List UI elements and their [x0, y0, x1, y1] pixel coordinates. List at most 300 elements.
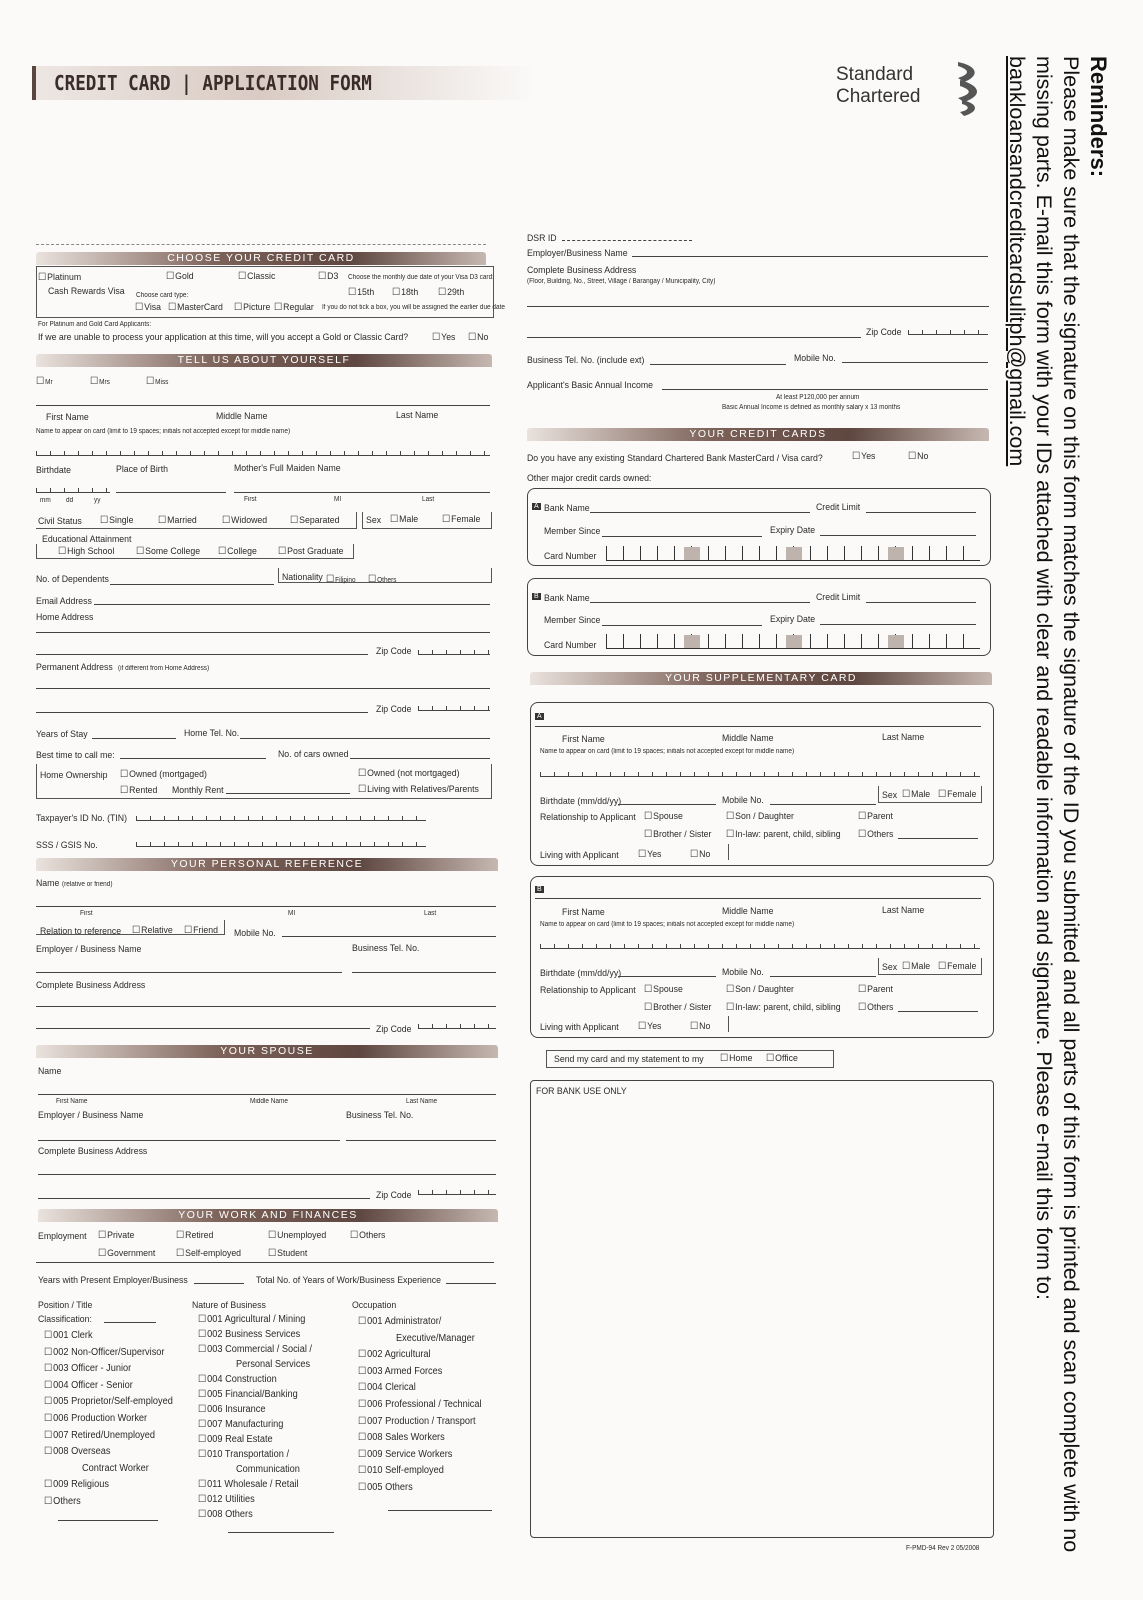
send-office-checkbox[interactable]: ☐ Office: [766, 1053, 798, 1064]
retired-checkbox[interactable]: ☐ Retired: [176, 1230, 213, 1241]
ref-employer-field[interactable]: [36, 972, 342, 973]
position-others-field[interactable]: [58, 1520, 158, 1521]
card-a-limit-field[interactable]: [866, 512, 976, 513]
pob-label: Place of Birth: [116, 464, 168, 475]
picture-checkbox[interactable]: ☐ Picture: [234, 302, 270, 313]
selfemp-checkbox[interactable]: ☐ Self-employed: [176, 1248, 241, 1259]
ownership-label: Home Ownership: [40, 770, 108, 781]
occupation-item-5[interactable]: ☐ 006 Professional / Technical: [358, 1399, 482, 1410]
form-title: CREDIT CARD | APPLICATION FORM: [54, 71, 372, 95]
supp-a-middle-label: Middle Name: [722, 733, 774, 744]
supp-b-brother-checkbox[interactable]: ☐ Brother / Sister: [644, 1002, 711, 1013]
other-cards-label: Other major credit cards owned:: [527, 473, 652, 484]
supp-a-others-checkbox[interactable]: ☐ Others: [858, 829, 893, 840]
d3-checkbox[interactable]: ☐ D3: [318, 271, 338, 282]
birthdate-label: Birthdate: [36, 465, 71, 476]
supp-a-mobile-label: Mobile No.: [722, 795, 764, 806]
government-checkbox[interactable]: ☐ Government: [98, 1248, 155, 1259]
rent-label: Monthly Rent: [172, 785, 224, 796]
card-b-bank-field[interactable]: [590, 602, 810, 603]
card-b-number-label: Card Number: [544, 640, 597, 651]
sc-checkbox[interactable]: ☐ Some College: [136, 546, 200, 557]
supp-a-mobile-field[interactable]: [770, 804, 876, 805]
regular-checkbox[interactable]: ☐ Regular: [274, 302, 314, 313]
card-a-shade-1: [684, 547, 700, 560]
d29-checkbox[interactable]: ☐ 29th: [438, 287, 464, 298]
spouse-biztel-field[interactable]: [346, 1140, 496, 1141]
supp-b-nameoncard-note: Name to appear on card (limit to 19 spaces; initials not accepted except for middle name): [540, 921, 795, 928]
income-note1: At least P120,000 per annum: [776, 394, 860, 401]
supp-a-male-checkbox[interactable]: ☐ Male: [902, 789, 930, 800]
ref-name-label: Name: [36, 878, 60, 889]
logo-line1: Standard: [836, 64, 914, 85]
ref-zip-label: Zip Code: [376, 1024, 412, 1035]
section-choose-card: CHOOSE YOUR CREDIT CARD: [36, 252, 486, 265]
spouse-last-label: Last Name: [406, 1098, 438, 1105]
supp-b-name-field[interactable]: [535, 898, 981, 899]
card-a-since-field[interactable]: [602, 536, 762, 537]
card-a-since-label: Member Since: [544, 526, 601, 537]
married-checkbox[interactable]: ☐ Married: [158, 515, 197, 526]
supp-b-birthdate-field[interactable]: [618, 976, 716, 977]
occupation-item-3[interactable]: ☐ 003 Armed Forces: [358, 1366, 442, 1377]
unemployed-checkbox[interactable]: ☐ Unemployed: [268, 1230, 326, 1241]
supp-a-sex-label: Sex: [882, 790, 898, 801]
perm-note: (if different from Home Address): [118, 665, 210, 672]
bank-use-box: [530, 1080, 994, 1538]
dsr-field[interactable]: [562, 240, 692, 241]
card-b-bank-label: Bank Name: [544, 593, 590, 604]
occupation-item-6[interactable]: ☐ 007 Production / Transport: [358, 1416, 476, 1427]
besttime-label: Best time to call me:: [36, 750, 115, 761]
supp-a-name-field[interactable]: [535, 726, 981, 727]
nameoncard-field[interactable]: [36, 445, 490, 456]
spouse-first-label: First Name: [56, 1098, 88, 1105]
relative-checkbox[interactable]: ☐ Relative: [132, 925, 173, 936]
section-supplementary: YOUR SUPPLEMENTARY CARD: [530, 672, 992, 685]
emp-mobile-label: Mobile No.: [794, 353, 836, 364]
card-b-since-field[interactable]: [602, 625, 762, 626]
spouse-zip-label: Zip Code: [376, 1190, 412, 1201]
position-item-5[interactable]: ☐ 006 Production Worker: [44, 1413, 147, 1424]
reminders-email[interactable]: bankloansandcreditcardsulitph@gmail.com: [1005, 56, 1029, 467]
civil-label: Civil Status: [38, 516, 82, 527]
occupation-item-9[interactable]: ☐ 010 Self-employed: [358, 1465, 444, 1476]
supp-b-mobile-field[interactable]: [770, 976, 876, 977]
years-field[interactable]: [92, 738, 176, 739]
nature-item-5[interactable]: ☐ 005 Financial/Banking: [198, 1389, 298, 1400]
ref-mobile-label: Mobile No.: [234, 928, 276, 939]
emp-name-label: Employer/Business Name: [527, 248, 628, 259]
supp-b-living-label: Living with Applicant: [540, 1022, 619, 1033]
d3-note: Choose the monthly due date of your Visa D3 card:: [348, 274, 494, 281]
owned-nm-checkbox[interactable]: ☐ Owned (not mortgaged): [358, 768, 459, 779]
supp-a-parent-checkbox[interactable]: ☐ Parent: [858, 811, 893, 822]
perm-field-1[interactable]: [36, 688, 490, 689]
card-a-bank-label: Bank Name: [544, 503, 590, 514]
supp-a-nameoncard-note: Name to appear on card (limit to 19 spaces; initials not accepted except for middle name): [540, 748, 795, 755]
emp-biztel-field[interactable]: [650, 364, 786, 365]
logo-line2: Chartered: [836, 86, 921, 107]
living-checkbox[interactable]: ☐ Living with Relatives/Parents: [358, 784, 479, 795]
card-b-limit-label: Credit Limit: [816, 592, 861, 603]
ref-name-field[interactable]: [36, 906, 496, 907]
d3-note2: If you do not tick a box, you will be assigned the earlier due date: [322, 304, 505, 311]
ref-last-label: Last: [424, 910, 437, 917]
nationality-label: Nationality: [282, 572, 323, 583]
emp-addr-field-2[interactable]: [527, 337, 861, 338]
section-credit-cards: YOUR CREDIT CARDS: [527, 428, 989, 441]
section-work: YOUR WORK AND FINANCES: [38, 1209, 498, 1222]
home-label: Home Address: [36, 612, 94, 623]
emp-name-field[interactable]: [632, 256, 988, 257]
supp-a-birthdate-field[interactable]: [618, 804, 716, 805]
accept-question: If we are unable to process your application at this time, will you accept a Gold or Classic Card?: [38, 332, 409, 343]
nature-item-4[interactable]: ☐ 004 Construction: [198, 1374, 277, 1385]
supp-a-rel-label: Relationship to Applicant: [540, 812, 636, 823]
supp-b-last-label: Last Name: [882, 905, 925, 916]
accept-yes-checkbox[interactable]: ☐ Yes: [432, 332, 455, 343]
position-heading: Position / Title: [38, 1300, 93, 1311]
nature-item-13[interactable]: ☐ 008 Others: [198, 1509, 253, 1520]
work-total-field[interactable]: [446, 1283, 496, 1284]
employment-divider: [36, 1262, 494, 1263]
cardtype-label: Choose card type:: [136, 292, 189, 299]
occ-others-field[interactable]: [388, 1510, 492, 1511]
edu-label: Educational Attainment: [42, 534, 132, 545]
perm-zip-label: Zip Code: [376, 704, 412, 715]
card-b-since-label: Member Since: [544, 615, 601, 626]
mr-checkbox[interactable]: ☐ Mr: [36, 376, 53, 387]
dependents-label: No. of Dependents: [36, 574, 109, 585]
emp-biztel-label: Business Tel. No. (include ext): [527, 355, 645, 366]
nature-item-9[interactable]: ☐ 010 Transportation /: [198, 1449, 289, 1460]
accept-no-checkbox[interactable]: ☐ No: [468, 332, 488, 343]
reminders-body: Please make sure that the signature on this form matches the signature of the ID you submitted and all parts of this form is printed and scan complete with no missing parts. E-mail this form with your IDs attached with clear and readable information and signature. Please e-mail this form to:: [1032, 56, 1083, 1553]
supp-b-middle-label: Middle Name: [722, 906, 774, 917]
position-heading2: Classification:: [38, 1314, 92, 1325]
maiden-label: Mother's Full Maiden Name: [234, 463, 341, 474]
supp-a-others-field[interactable]: [898, 838, 978, 839]
supp-b-rel-label: Relationship to Applicant: [540, 985, 636, 996]
income-note2: Basic Annual Income is defined as monthly salary x 13 months: [722, 404, 901, 411]
hs-checkbox[interactable]: ☐ High School: [58, 546, 114, 557]
mrs-checkbox[interactable]: ☐ Mrs: [90, 376, 110, 387]
card-b-expiry-field[interactable]: [820, 624, 976, 625]
logo: [836, 64, 921, 108]
first-name-label: First Name: [46, 412, 89, 423]
card-a-number-label: Card Number: [544, 551, 597, 562]
cashback-label: Cash Rewards Visa: [48, 286, 125, 297]
spouse-name-label: Name: [38, 1066, 62, 1077]
spouse-zip-field[interactable]: [418, 1184, 496, 1195]
supp-b-female-checkbox[interactable]: ☐ Female: [938, 961, 976, 972]
supp-b-yes-checkbox[interactable]: ☐ Yes: [638, 1021, 661, 1032]
emp-mobile-field[interactable]: [842, 362, 988, 363]
spouse-biztel-label: Business Tel. No.: [346, 1110, 414, 1121]
email-field[interactable]: [94, 604, 490, 605]
spouse-middle-label: Middle Name: [250, 1098, 288, 1105]
single-checkbox[interactable]: ☐ Single: [100, 515, 133, 526]
spouse-bizaddr-field-1[interactable]: [38, 1174, 496, 1175]
relation-label: Relation to reference: [40, 926, 122, 937]
work-years-field[interactable]: [194, 1283, 244, 1284]
position-item-3[interactable]: ☐ 004 Officer - Senior: [44, 1380, 133, 1391]
card-b-shade-1: [684, 635, 700, 648]
supp-b-parent-checkbox[interactable]: ☐ Parent: [858, 984, 893, 995]
supp-b-others-field[interactable]: [898, 1011, 978, 1012]
supp-b-marker: B: [537, 886, 542, 893]
hometel-label: Home Tel. No.: [184, 728, 240, 739]
ref-mobile-field[interactable]: [282, 936, 496, 937]
hometel-field[interactable]: [240, 738, 490, 739]
dd-label: dd: [66, 497, 74, 504]
ref-biztel-label: Business Tel. No.: [352, 943, 420, 954]
supp-a-brother-checkbox[interactable]: ☐ Brother / Sister: [644, 829, 711, 840]
supp-b-first-label: First Name: [562, 907, 605, 918]
card-b-marker: B: [534, 593, 539, 600]
section-reference: YOUR PERSONAL REFERENCE: [36, 858, 498, 871]
home-zip-label: Zip Code: [376, 646, 412, 657]
section-about: TELL US ABOUT YOURSELF: [36, 354, 492, 367]
nature-heading: Nature of Business: [192, 1300, 266, 1311]
ref-zip-field[interactable]: [418, 1018, 496, 1029]
position-item-2[interactable]: ☐ 003 Officer - Junior: [44, 1363, 131, 1374]
student-checkbox[interactable]: ☐ Student: [268, 1248, 307, 1259]
supp-a-living-label: Living with Applicant: [540, 850, 619, 861]
supp-a-birthdate-label: Birthdate (mm/dd/yy): [540, 796, 622, 807]
card-b-shade-2: [786, 635, 802, 648]
perm-label: Permanent Address: [36, 662, 113, 673]
position-field[interactable]: [104, 1322, 156, 1323]
standard-chartered-logo-icon: [950, 58, 990, 118]
supp-b-son-checkbox[interactable]: ☐ Son / Daughter: [726, 984, 794, 995]
occupation-item-7[interactable]: ☐ 008 Sales Workers: [358, 1432, 445, 1443]
cars-label: No. of cars owned: [278, 749, 349, 760]
send-home-checkbox[interactable]: ☐ Home: [720, 1053, 752, 1064]
college-checkbox[interactable]: ☐ College: [218, 546, 257, 557]
miss-checkbox[interactable]: ☐ Miss: [146, 376, 168, 387]
supp-a-inlaw-checkbox[interactable]: ☐ In-law: parent, child, sibling: [726, 829, 841, 840]
supp-a-son-checkbox[interactable]: ☐ Son / Daughter: [726, 811, 794, 822]
supp-b-sex-label: Sex: [882, 962, 898, 973]
occupation-item-4[interactable]: ☐ 004 Clerical: [358, 1382, 416, 1393]
reminders-text: [1000, 56, 1112, 1586]
nature-item-7[interactable]: ☐ 007 Manufacturing: [198, 1419, 283, 1430]
spouse-bizaddr-field-2[interactable]: [38, 1198, 370, 1199]
email-label: Email Address: [36, 596, 92, 607]
owned-m-checkbox[interactable]: ☐ Owned (mortgaged): [120, 769, 207, 780]
friend-checkbox[interactable]: ☐ Friend: [184, 925, 218, 936]
occupation-item-0[interactable]: ☐ 001 Administrator/: [358, 1316, 441, 1327]
supp-a-nameoncard-field[interactable]: [540, 766, 980, 777]
maiden-mi-label: MI: [334, 496, 342, 503]
scb-card-question: Do you have any existing Standard Chartered Bank MasterCard / Visa card?: [527, 453, 823, 464]
emp-others-checkbox[interactable]: ☐ Others: [350, 1230, 385, 1241]
card-b-shade-3: [888, 635, 904, 648]
occupation-item-1: Executive/Manager: [396, 1332, 475, 1344]
ref-biztel-field[interactable]: [352, 972, 496, 973]
card-a-shade-3: [888, 547, 904, 560]
spouse-name-field[interactable]: [38, 1094, 496, 1095]
ref-bizaddr-field-1[interactable]: [36, 1006, 496, 1007]
sss-label: SSS / GSIS No.: [36, 840, 98, 851]
work-years-label: Years with Present Employer/Business: [38, 1275, 188, 1286]
bank-use-label: FOR BANK USE ONLY: [536, 1086, 627, 1097]
platinum-checkbox[interactable]: ☐ Platinum: [38, 272, 81, 283]
mastercard-checkbox[interactable]: ☐ MasterCard: [168, 302, 223, 313]
d18-checkbox[interactable]: ☐ 18th: [392, 287, 418, 298]
emp-addr-label: Complete Business Address: [527, 265, 637, 276]
rented-checkbox[interactable]: ☐ Rented: [120, 785, 157, 796]
d15-checkbox[interactable]: ☐ 15th: [348, 287, 374, 298]
nature-item-10: Communication: [236, 1464, 300, 1475]
position-item-6[interactable]: ☐ 007 Retired/Unemployed: [44, 1430, 155, 1441]
nature-item-3: Personal Services: [236, 1359, 311, 1370]
supp-b-male-checkbox[interactable]: ☐ Male: [902, 961, 930, 972]
besttime-field[interactable]: [120, 758, 266, 759]
card-a-expiry-label: Expiry Date: [770, 525, 816, 536]
employment-label: Employment: [38, 1231, 87, 1242]
classic-checkbox[interactable]: ☐ Classic: [238, 271, 275, 282]
card-a-expiry-field[interactable]: [820, 535, 976, 536]
form-code: F-PMD-94 Rev 2 05/2008: [906, 1545, 980, 1552]
nature-item-0[interactable]: ☐ 001 Agricultural / Mining: [198, 1314, 305, 1325]
emp-zip-field[interactable]: [908, 324, 988, 335]
emp-zip-label: Zip Code: [866, 327, 902, 338]
position-item-7[interactable]: ☐ 008 Overseas: [44, 1446, 110, 1457]
card-a-marker: A: [534, 503, 539, 510]
forplat-label: For Platinum and Gold Card Applicants:: [38, 321, 152, 328]
spouse-employer-label: Employer / Business Name: [38, 1110, 144, 1121]
occupation-item-10[interactable]: ☐ 005 Others: [358, 1482, 413, 1493]
supp-b-box: [530, 876, 994, 1038]
last-name-label: Last Name: [396, 410, 439, 421]
maiden-first-label: First: [244, 496, 257, 503]
maiden-last-label: Last: [422, 496, 435, 503]
perm-zip-field[interactable]: [418, 700, 490, 711]
nat-others-checkbox[interactable]: ☐ Others: [368, 574, 397, 585]
ref-first-label: First: [80, 910, 93, 917]
position-item-4[interactable]: ☐ 005 Proprietor/Self-employed: [44, 1396, 173, 1407]
reminders-heading: Reminders:: [1086, 56, 1111, 178]
supp-a-female-checkbox[interactable]: ☐ Female: [938, 789, 976, 800]
nature-item-8[interactable]: ☐ 009 Real Estate: [198, 1434, 273, 1445]
spouse-bizaddr-label: Complete Business Address: [38, 1146, 148, 1157]
middle-name-label: Middle Name: [216, 411, 268, 422]
occupation-item-2[interactable]: ☐ 002 Agricultural: [358, 1349, 431, 1360]
dependents-field[interactable]: [110, 584, 274, 585]
section-spouse: YOUR SPOUSE: [36, 1045, 498, 1058]
private-checkbox[interactable]: ☐ Private: [98, 1230, 134, 1241]
emp-addr-note: (Floor, Building, No., Street, Village / Barangay / Municipality, City): [527, 278, 716, 285]
name-line[interactable]: [36, 405, 490, 406]
position-item-10[interactable]: ☐ Others: [44, 1496, 81, 1507]
nature-others-field[interactable]: [228, 1532, 334, 1533]
yy-label: yy: [94, 497, 101, 504]
supp-b-mobile-label: Mobile No.: [722, 967, 764, 978]
gold-checkbox[interactable]: ☐ Gold: [166, 271, 194, 282]
home-field-2[interactable]: [36, 654, 368, 655]
work-total-label: Total No. of Years of Work/Business Experience: [256, 1275, 441, 1286]
visa-checkbox[interactable]: ☐ Visa: [135, 302, 161, 313]
tin-field[interactable]: [136, 810, 426, 821]
position-item-8: Contract Worker: [82, 1462, 149, 1474]
ref-bizaddr-label: Complete Business Address: [36, 980, 146, 991]
home-zip-field[interactable]: [418, 644, 490, 655]
home-field-1[interactable]: [36, 632, 490, 633]
form-title-bar: [32, 66, 536, 100]
pob-field[interactable]: [116, 492, 226, 493]
card-b-limit-field[interactable]: [866, 602, 976, 603]
nature-item-6[interactable]: ☐ 006 Insurance: [198, 1404, 265, 1415]
position-item-9[interactable]: ☐ 009 Religious: [44, 1479, 109, 1490]
card-b-expiry-label: Expiry Date: [770, 614, 816, 625]
ref-mi-label: MI: [288, 910, 296, 917]
supp-b-birthdate-label: Birthdate (mm/dd/yy): [540, 968, 622, 979]
female-checkbox[interactable]: ☐ Female: [442, 514, 480, 525]
mm-label: mm: [40, 497, 51, 504]
card-a-shade-2: [786, 547, 802, 560]
supp-b-nameoncard-field[interactable]: [540, 938, 980, 949]
emp-addr-field-1[interactable]: [527, 306, 989, 307]
top-dashed-line: [36, 244, 486, 245]
card-a-bank-field[interactable]: [590, 512, 810, 513]
nature-item-1[interactable]: ☐ 002 Business Services: [198, 1329, 300, 1340]
scb-no-checkbox[interactable]: ☐ No: [908, 451, 928, 462]
income-field[interactable]: [662, 389, 988, 390]
supp-a-yes-checkbox[interactable]: ☐ Yes: [638, 849, 661, 860]
tin-label: Taxpayer's ID No. (TIN): [36, 813, 128, 824]
cars-field[interactable]: [350, 758, 490, 759]
perm-field-2[interactable]: [36, 712, 368, 713]
occupation-item-8[interactable]: ☐ 009 Service Workers: [358, 1449, 452, 1460]
sss-field[interactable]: [136, 836, 426, 847]
nature-item-2[interactable]: ☐ 003 Commercial / Social /: [198, 1344, 312, 1355]
supp-a-spouse-checkbox[interactable]: ☐ Spouse: [644, 811, 683, 822]
widowed-checkbox[interactable]: ☐ Widowed: [222, 515, 267, 526]
birthdate-field[interactable]: [36, 482, 110, 493]
supp-a-last-label: Last Name: [882, 732, 925, 743]
supp-a-no-checkbox[interactable]: ☐ No: [690, 849, 710, 860]
spouse-employer-field[interactable]: [38, 1140, 340, 1141]
supp-b-inlaw-checkbox[interactable]: ☐ In-law: parent, child, sibling: [726, 1002, 841, 1013]
rent-field[interactable]: [226, 793, 350, 794]
supp-b-others-checkbox[interactable]: ☐ Others: [858, 1002, 893, 1013]
position-item-1[interactable]: ☐ 002 Non-Officer/Supervisor: [44, 1347, 164, 1358]
male-checkbox[interactable]: ☐ Male: [390, 514, 418, 525]
dsr-label: DSR ID: [527, 233, 557, 244]
card-a-limit-label: Credit Limit: [816, 502, 861, 513]
send-label: Send my card and my statement to my: [554, 1054, 704, 1065]
nameoncard-note: Name to appear on card (limit to 19 spaces; initials not accepted except for middle name): [36, 428, 291, 435]
sex-label: Sex: [366, 515, 382, 526]
filipino-checkbox[interactable]: ☐ Filipino: [326, 574, 356, 585]
supp-a-first-label: First Name: [562, 734, 605, 745]
pg-checkbox[interactable]: ☐ Post Graduate: [278, 546, 344, 557]
supp-a-marker: A: [537, 713, 542, 720]
ref-name-note: (relative or friend): [62, 881, 113, 888]
separated-checkbox[interactable]: ☐ Separated: [290, 515, 340, 526]
supp-b-no-checkbox[interactable]: ☐ No: [690, 1021, 710, 1032]
scb-yes-checkbox[interactable]: ☐ Yes: [852, 451, 875, 462]
maiden-field[interactable]: [234, 492, 490, 493]
nature-item-11[interactable]: ☐ 011 Wholesale / Retail: [198, 1479, 299, 1490]
supp-b-spouse-checkbox[interactable]: ☐ Spouse: [644, 984, 683, 995]
nature-item-12[interactable]: ☐ 012 Utilities: [198, 1494, 255, 1505]
position-item-0[interactable]: ☐ 001 Clerk: [44, 1330, 93, 1341]
ref-bizaddr-field-2[interactable]: [36, 1028, 370, 1029]
